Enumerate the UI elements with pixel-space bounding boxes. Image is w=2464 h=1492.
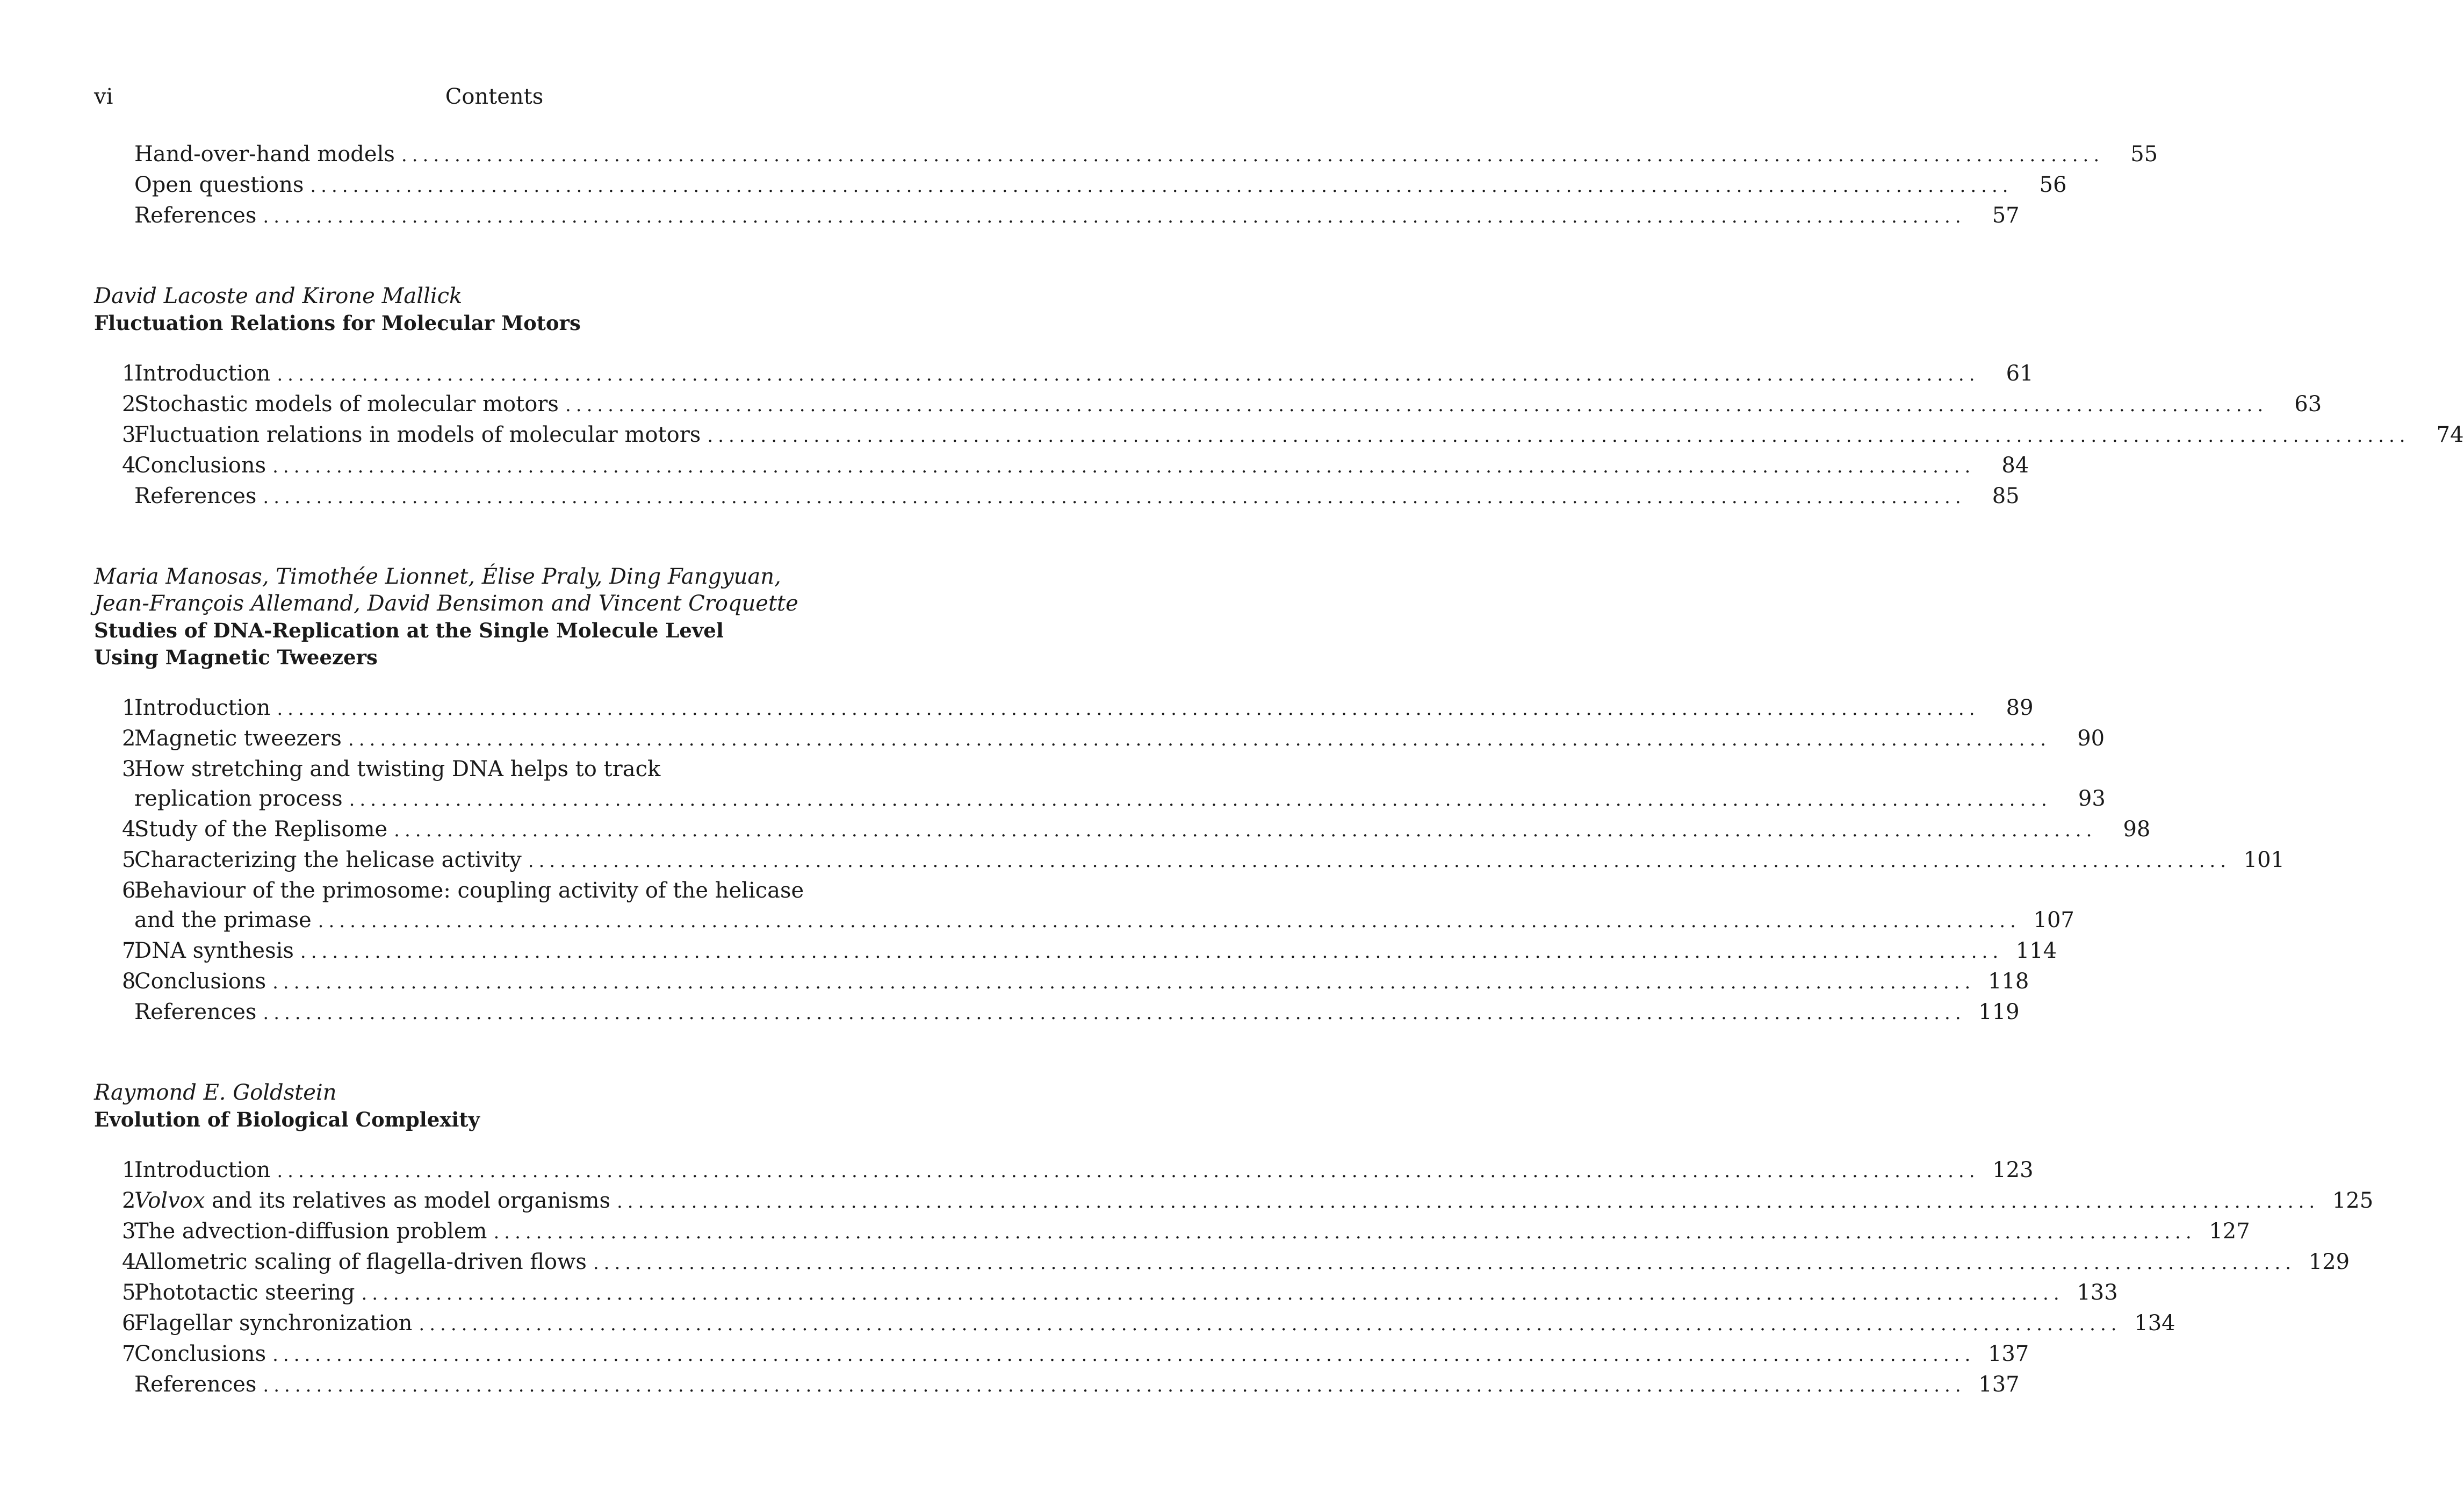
section-number: 4: [122, 1250, 136, 1274]
toc-entry[interactable]: [94, 967, 2029, 998]
section-number: 7: [122, 1342, 136, 1366]
dot-leader: ................................................................................................................................................................: [349, 789, 2052, 810]
page-number-ref: 61: [2006, 361, 2034, 386]
entry-label: [134, 1186, 610, 1216]
toc-entry[interactable]: [94, 390, 2322, 420]
page-number-ref: 137: [1978, 1372, 2020, 1397]
entry-label: Magnetic tweezers: [134, 726, 342, 751]
page-number-ref: 84: [2001, 453, 2029, 478]
entry-label: References: [134, 1000, 257, 1024]
toc-entry[interactable]: [94, 1370, 2020, 1401]
section-number: 6: [122, 878, 136, 903]
dot-leader: ................................................................................................................................................................: [277, 698, 1980, 720]
toc-entry[interactable]: [94, 724, 2105, 755]
toc-entry[interactable]: [94, 359, 2034, 390]
toc-entry[interactable]: [94, 755, 895, 784]
toc-entry[interactable]: [94, 906, 2074, 936]
toc-entry[interactable]: [94, 784, 2106, 815]
dot-leader: ................................................................................................................................................................: [272, 1344, 1976, 1366]
entry-label: References: [134, 484, 257, 508]
section-number: 4: [122, 453, 136, 478]
toc-entry[interactable]: [94, 140, 2158, 170]
page-number-ref: 56: [2039, 173, 2067, 197]
entry-label: Behaviour of the primosome: coupling activity of the helicase: [134, 878, 804, 903]
chapter-title: Fluctuation Relations for Molecular Motors: [94, 311, 581, 335]
section-number: 3: [122, 757, 136, 781]
chapter-authors: David Lacoste and Kirone Mallick: [94, 284, 463, 309]
dot-leader: ................................................................................................................................................................: [277, 364, 1980, 385]
entry-label: References: [134, 203, 257, 228]
entry-label: DNA synthesis: [134, 938, 294, 963]
page-number-ref: 89: [2006, 695, 2034, 720]
dot-leader: ................................................................................................................................................................: [272, 456, 1976, 477]
section-number: 2: [122, 1188, 136, 1213]
entry-label: Introduction: [134, 1158, 271, 1182]
entry-label: Open questions: [134, 173, 304, 197]
page-number: vi: [94, 84, 113, 109]
toc-entry[interactable]: [94, 1309, 2175, 1339]
entry-label: Study of the Replisome: [134, 817, 388, 842]
toc-entries: [94, 359, 2464, 512]
entry-label: Conclusions: [134, 1342, 266, 1366]
dot-leader: ................................................................................................................................................................: [593, 1252, 2296, 1274]
toc-entry[interactable]: [94, 1186, 2374, 1217]
section-number: 1: [122, 361, 136, 386]
table-of-contents: [94, 140, 2464, 1452]
chapter-authors: Jean-François Allemand, David Bensimon and Vincent Croquette: [94, 591, 798, 616]
entry-label: and the primase: [134, 908, 312, 932]
section-number: 4: [122, 817, 136, 842]
toc-section: [94, 563, 2285, 1028]
toc-entry[interactable]: [94, 936, 2057, 967]
dot-leader: ................................................................................................................................................................: [493, 1222, 2196, 1243]
entry-label: Conclusions: [134, 453, 266, 478]
dot-leader: ................................................................................................................................................................: [263, 206, 1966, 227]
entry-label: The advection-diffusion problem: [134, 1219, 487, 1244]
toc-entry[interactable]: [94, 1339, 2029, 1370]
toc-entry[interactable]: [94, 420, 2464, 451]
entry-label: Stochastic models of molecular motors: [134, 392, 559, 417]
page-number-ref: 98: [2123, 817, 2151, 842]
toc-entries: [94, 1156, 2374, 1401]
toc-entry[interactable]: [94, 998, 2020, 1028]
dot-leader: ................................................................................................................................................................: [616, 1191, 2320, 1213]
dot-leader: ................................................................................................................................................................: [318, 910, 2021, 932]
chapter-title: Studies of DNA-Replication at the Single Molecule Level: [94, 619, 724, 642]
entry-label: References: [134, 1372, 257, 1397]
toc-section: [94, 140, 2158, 232]
dot-leader: ................................................................................................................................................................: [348, 729, 2051, 750]
dot-leader: ................................................................................................................................................................: [361, 1283, 2064, 1304]
toc-entry[interactable]: [94, 693, 2034, 724]
toc-entry[interactable]: [94, 845, 2285, 876]
page-number-ref: 123: [1992, 1158, 2034, 1182]
section-number: 8: [122, 969, 136, 994]
section-number: 2: [122, 392, 136, 417]
page-number-ref: 127: [2209, 1219, 2250, 1244]
section-number: 5: [122, 848, 136, 872]
dot-leader: ................................................................................................................................................................: [263, 486, 1966, 508]
page-number-ref: 125: [2332, 1188, 2374, 1213]
page-number-ref: 85: [1992, 484, 2020, 508]
chapter-title: Evolution of Biological Complexity: [94, 1108, 480, 1131]
section-number: 6: [122, 1311, 136, 1336]
dot-leader: ................................................................................................................................................................: [263, 1002, 1966, 1024]
page-number-ref: 137: [1987, 1342, 2029, 1366]
entry-label: replication process: [134, 786, 343, 811]
section-number: 3: [122, 1219, 136, 1244]
dot-leader: ................................................................................................................................................................: [310, 175, 2013, 197]
entry-label: Introduction: [134, 361, 271, 386]
page-number-ref: 114: [2015, 938, 2057, 963]
running-title: Contents: [445, 84, 544, 109]
dot-leader: ................................................................................................................................................................: [394, 820, 2097, 841]
entry-label: Conclusions: [134, 969, 266, 994]
entry-label: Introduction: [134, 695, 271, 720]
page-number-ref: 93: [2078, 786, 2106, 811]
entry-label-rest: and its relatives as model organisms: [205, 1188, 610, 1213]
toc-section: [94, 1079, 2374, 1401]
chapter-title: Using Magnetic Tweezers: [94, 645, 378, 669]
toc-entry[interactable]: [94, 482, 2020, 512]
dot-leader: ................................................................................................................................................................: [263, 1375, 1966, 1396]
entry-label: Characterizing the helicase activity: [134, 848, 522, 872]
toc-entry[interactable]: [94, 1156, 2034, 1186]
toc-entries: [94, 140, 2158, 232]
toc-entry[interactable]: [94, 1217, 2250, 1247]
page-number-ref: 129: [2308, 1250, 2350, 1274]
dot-leader: ................................................................................................................................................................: [707, 425, 2410, 447]
dot-leader: ................................................................................................................................................................: [419, 1314, 2122, 1335]
toc-entry[interactable]: [94, 1247, 2350, 1278]
page-number-ref: 118: [1987, 969, 2029, 994]
section-number: 3: [122, 422, 136, 447]
toc-entry[interactable]: [94, 170, 2067, 201]
entry-label-italic: Volvox: [134, 1188, 205, 1213]
entry-label: Allometric scaling of flagella-driven flows: [134, 1250, 587, 1274]
section-number: 1: [122, 695, 136, 720]
entry-label: How stretching and twisting DNA helps to track: [134, 757, 661, 781]
toc-entry[interactable]: [94, 1278, 2118, 1309]
toc-entry[interactable]: [94, 451, 2029, 482]
entry-label: Flagellar synchronization: [134, 1311, 413, 1336]
page-number-ref: 63: [2294, 392, 2322, 417]
page-number-ref: 134: [2134, 1311, 2175, 1336]
entry-label: Phototactic steering: [134, 1280, 355, 1305]
toc-section: [94, 283, 2464, 512]
page-number-ref: 55: [2130, 142, 2158, 167]
page-number-ref: 74: [2436, 422, 2464, 447]
dot-leader: ................................................................................................................................................................: [300, 941, 2004, 963]
toc-entry[interactable]: [94, 201, 2020, 232]
section-number: 7: [122, 938, 136, 963]
chapter-authors: Maria Manosas, Timothée Lionnet, Élise Praly, Ding Fangyuan,: [94, 564, 781, 589]
page-number-ref: 119: [1978, 1000, 2020, 1024]
section-number: 2: [122, 726, 136, 751]
toc-entry[interactable]: [94, 815, 2151, 845]
section-number: 1: [122, 1158, 136, 1182]
entry-label: Fluctuation relations in models of molecular motors: [134, 422, 701, 447]
dot-leader: ................................................................................................................................................................: [277, 1160, 1980, 1182]
dot-leader: ................................................................................................................................................................: [272, 972, 1976, 993]
page-number-ref: 107: [2033, 908, 2074, 932]
section-number: 5: [122, 1280, 136, 1305]
page-number-ref: 90: [2077, 726, 2105, 751]
chapter-authors: Raymond E. Goldstein: [94, 1080, 337, 1105]
page-number-ref: 133: [2077, 1280, 2118, 1305]
dot-leader: ................................................................................................................................................................: [565, 394, 2268, 416]
dot-leader: ................................................................................................................................................................: [401, 145, 2105, 166]
page-number-ref: 57: [1992, 203, 2020, 228]
running-head: [94, 81, 895, 113]
dot-leader: ................................................................................................................................................................: [528, 850, 2231, 872]
toc-entry[interactable]: [94, 876, 895, 906]
page-number-ref: 101: [2243, 848, 2285, 872]
toc-entries: [94, 693, 2285, 1028]
entry-label: Hand-over-hand models: [134, 142, 395, 167]
